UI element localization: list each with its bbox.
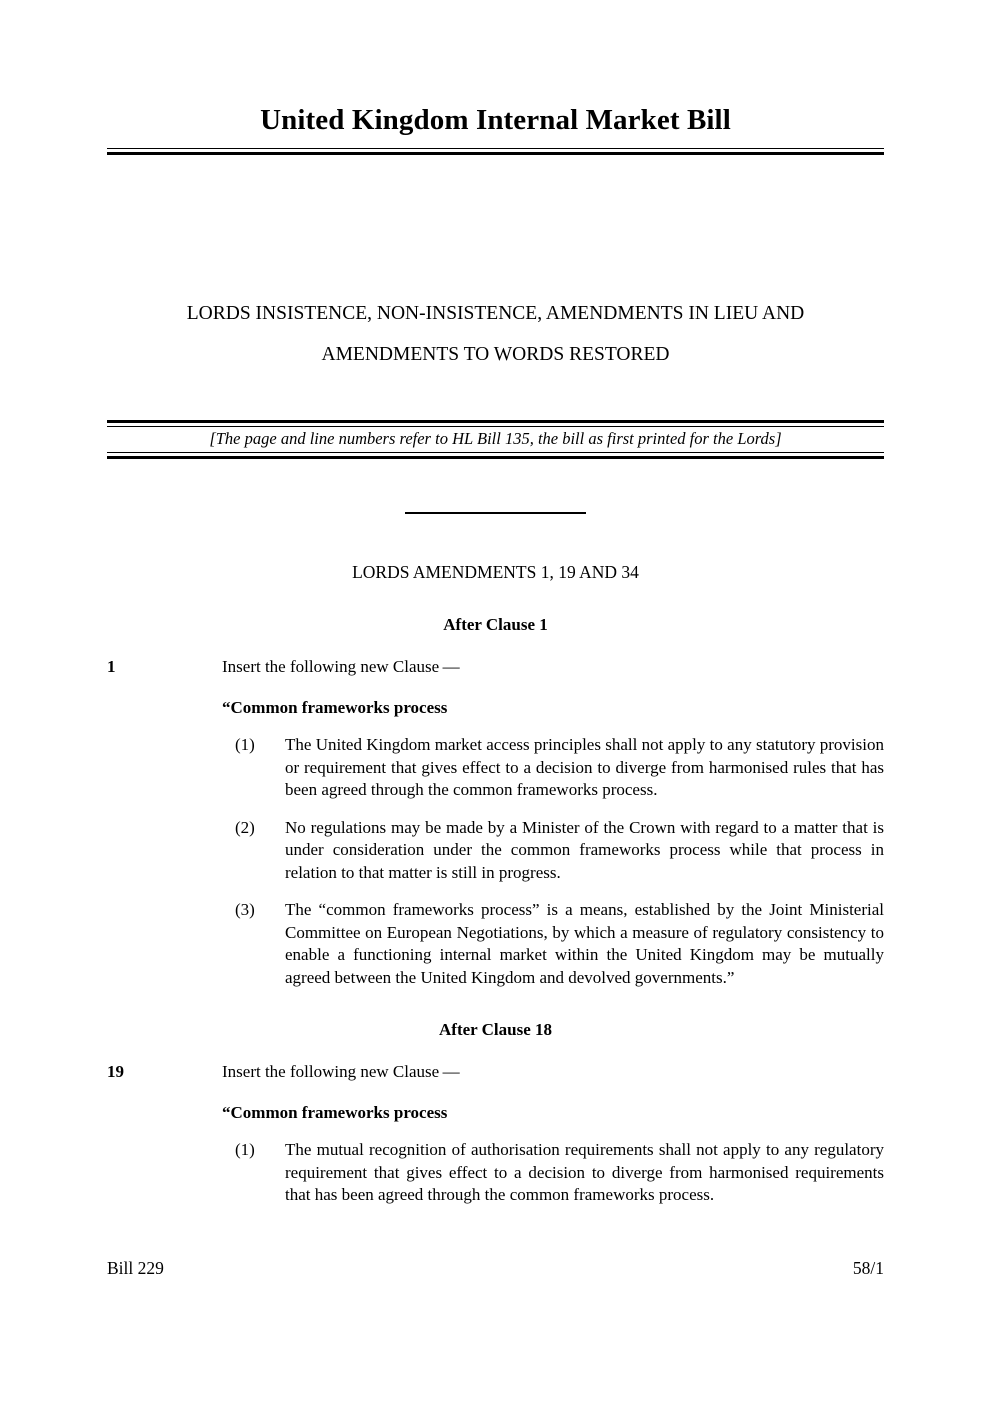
- title-rule-band: [107, 148, 884, 155]
- new-clause-title: “Common frameworks process: [222, 698, 448, 717]
- note-rule-band-bottom: [107, 452, 884, 459]
- paragraph-text: The “common frameworks process” is a means, established by the Joint Ministerial Committee on European Negotiations, by which a measure of regulatory consistency to enable a functioning internal market within the United Kingdom may be mutually agreed between the United Kingdom and devolved governments.”: [285, 900, 884, 987]
- insert-instruction-text: Insert the following new Clause —: [222, 657, 460, 676]
- insert-instruction-text: Insert the following new Clause —: [222, 1062, 460, 1081]
- section-spacer: [107, 1004, 884, 1020]
- amendment-number: 1: [107, 657, 116, 676]
- amendment-section: [107, 615, 884, 989]
- new-clause-title: “Common frameworks process: [222, 1103, 448, 1122]
- page-footer: [107, 1258, 884, 1279]
- amendment-section: [107, 1020, 884, 1207]
- paragraph-number: (2): [235, 817, 255, 837]
- insert-instruction-row: [107, 1062, 884, 1086]
- paragraph-text: No regulations may be made by a Minister of the Crown with regard to a matter that is under consideration under the common frameworks process while that process in relation to that matter is still in progress.: [285, 817, 884, 882]
- clause-paragraph: [222, 899, 884, 989]
- paragraph-text: The mutual recognition of authorisation requirements shall not apply to any regulatory requirement that gives effect to a decision to diverge from harmonised requirements that has been agreed through the common frameworks process.: [285, 1140, 884, 1204]
- clause-heading: After Clause 18: [439, 1020, 552, 1039]
- subtitle-line-2: AMENDMENTS TO WORDS RESTORED: [321, 344, 670, 365]
- note-rule-band-top: [107, 420, 884, 427]
- insert-instruction-row: [107, 657, 884, 681]
- page-number: 58/1: [852, 1258, 884, 1278]
- clause-heading: After Clause 1: [443, 615, 548, 634]
- page-line-reference-note: [The page and line numbers refer to HL Bill 135, the bill as first printed for the Lords]: [209, 429, 782, 448]
- clause-paragraph: [222, 1139, 884, 1207]
- rule-thick: [107, 152, 884, 155]
- document-subtitle: [107, 293, 884, 375]
- rule-thick: [107, 456, 884, 459]
- paragraph-number: (1): [235, 735, 255, 754]
- subtitle-line-1: LORDS INSISTENCE, NON-INSISTENCE, AMENDMENTS IN LIEU AND: [186, 303, 805, 324]
- clause-paragraph: [222, 817, 884, 885]
- rule-thin: [107, 426, 884, 427]
- paragraph-number: (3): [235, 900, 255, 919]
- amendment-number: 19: [107, 1062, 124, 1081]
- section-divider-rule: [405, 512, 586, 514]
- document-body: [107, 615, 884, 1222]
- clause-paragraph: [222, 734, 884, 802]
- paragraph-text: The United Kingdom market access principles shall not apply to any statutory provision or requirement that gives effect to a decision to diverge from harmonised rules that has been agreed through the common frameworks process.: [285, 735, 884, 799]
- page-title: United Kingdom Internal Market Bill: [260, 104, 731, 136]
- paragraph-number: (1): [235, 1140, 255, 1159]
- bill-number: Bill 229: [107, 1258, 164, 1278]
- lords-amendments-caption: LORDS AMENDMENTS 1, 19 AND 34: [352, 562, 639, 582]
